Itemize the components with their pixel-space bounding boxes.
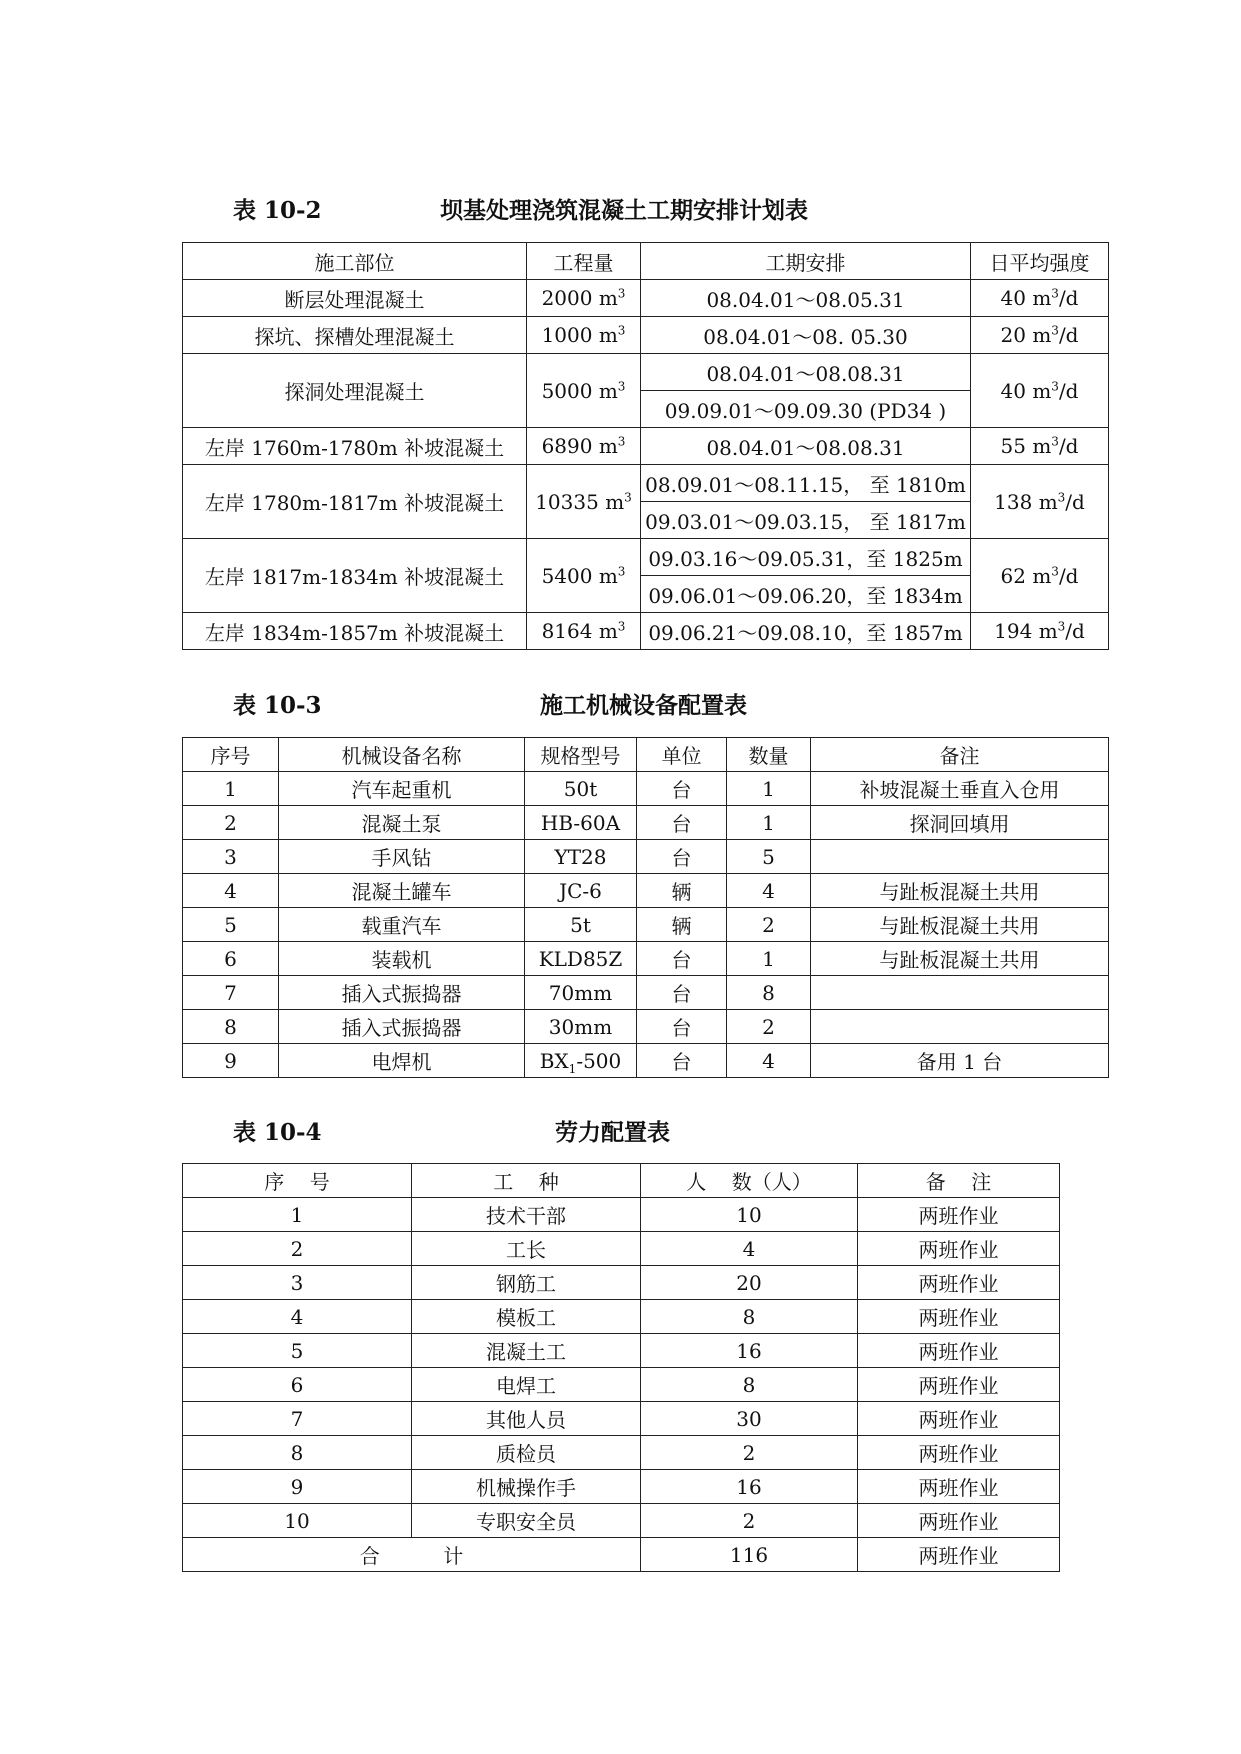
labor-total-note: 两班作业 bbox=[858, 1538, 1060, 1572]
equipment-row bbox=[183, 908, 1109, 942]
labor-row bbox=[183, 1300, 1060, 1334]
equipment-name: 插入式振捣器 bbox=[279, 1010, 525, 1044]
equipment-unit: 台 bbox=[637, 1044, 727, 1078]
schedule-rate-unit-sup: 3 bbox=[1051, 286, 1059, 301]
schedule-period: 09.06.01～09.06.20，至 1834m bbox=[641, 576, 971, 613]
labor-row bbox=[183, 1504, 1060, 1538]
labor-count: 4 bbox=[641, 1232, 858, 1266]
schedule-rate-unit: m bbox=[1032, 286, 1052, 310]
table-10-3-title: 施工机械设备配置表 bbox=[540, 692, 747, 719]
equipment-quantity: 4 bbox=[727, 874, 811, 908]
equipment-name: 电焊机 bbox=[279, 1044, 525, 1078]
schedule-period: 08.04.01～08. 05.30 bbox=[641, 317, 971, 354]
schedule-table bbox=[182, 242, 1109, 650]
labor-row bbox=[183, 1266, 1060, 1300]
schedule-rate bbox=[971, 280, 1109, 317]
labor-note: 两班作业 bbox=[858, 1470, 1060, 1504]
schedule-qty-unit-sup: 3 bbox=[617, 619, 626, 634]
equipment-unit: 台 bbox=[637, 772, 727, 806]
schedule-header-cell: 工程量 bbox=[527, 243, 641, 280]
schedule-qty-unit-sup: 3 bbox=[617, 434, 626, 449]
equipment-header-cell: 数量 bbox=[727, 738, 811, 772]
equipment-index: 6 bbox=[183, 942, 279, 976]
schedule-qty-unit: m bbox=[605, 489, 625, 514]
labor-note: 两班作业 bbox=[858, 1368, 1060, 1402]
equipment-model-sub: 1 bbox=[568, 1061, 577, 1076]
schedule-period: 08.04.01～08.08.31 bbox=[641, 354, 971, 391]
labor-note: 两班作业 bbox=[858, 1504, 1060, 1538]
schedule-qty-unit-sup: 3 bbox=[617, 323, 626, 338]
schedule-period: 09.03.01～09.03.15， 至 1817m bbox=[641, 502, 971, 539]
schedule-row bbox=[183, 539, 1109, 576]
schedule-rate-unit-sup: 3 bbox=[1051, 563, 1059, 578]
equipment-note: 补坡混凝土垂直入仓用 bbox=[811, 772, 1109, 806]
schedule-qty-unit: m bbox=[598, 323, 618, 347]
labor-row bbox=[183, 1470, 1060, 1504]
labor-index: 3 bbox=[183, 1266, 412, 1300]
equipment-name: 汽车起重机 bbox=[279, 772, 525, 806]
schedule-qty-unit-sup: 3 bbox=[624, 489, 632, 504]
schedule-rate-unit-sup: 3 bbox=[1051, 434, 1059, 449]
equipment-row bbox=[183, 806, 1109, 840]
equipment-note bbox=[811, 976, 1109, 1010]
labor-row bbox=[183, 1402, 1060, 1436]
labor-trade: 技术干部 bbox=[412, 1198, 641, 1232]
equipment-quantity: 4 bbox=[727, 1044, 811, 1078]
schedule-rate-unit-post: /d bbox=[1058, 563, 1079, 588]
schedule-qty bbox=[527, 465, 641, 539]
schedule-qty-unit: m bbox=[598, 563, 618, 588]
equipment-model: KLD85Z bbox=[525, 942, 637, 976]
labor-index: 5 bbox=[183, 1334, 412, 1368]
equipment-note: 与趾板混凝土共用 bbox=[811, 908, 1109, 942]
equipment-header-cell: 备注 bbox=[811, 738, 1109, 772]
schedule-rate-value: 55 bbox=[1000, 434, 1026, 458]
labor-count: 16 bbox=[641, 1470, 858, 1504]
schedule-rate bbox=[971, 539, 1109, 613]
schedule-qty-unit-sup: 3 bbox=[617, 378, 626, 393]
schedule-rate-unit-post: /d bbox=[1058, 323, 1079, 347]
schedule-row bbox=[183, 354, 1109, 391]
labor-total-label: 合 计 bbox=[183, 1538, 641, 1572]
labor-trade: 钢筋工 bbox=[412, 1266, 641, 1300]
labor-index: 6 bbox=[183, 1368, 412, 1402]
schedule-row bbox=[183, 613, 1109, 650]
schedule-rate-value: 62 bbox=[1000, 563, 1026, 588]
equipment-model: 50t bbox=[525, 772, 637, 806]
labor-row bbox=[183, 1198, 1060, 1232]
equipment-note: 备用 1 台 bbox=[811, 1044, 1109, 1078]
equipment-unit: 台 bbox=[637, 840, 727, 874]
labor-note: 两班作业 bbox=[858, 1198, 1060, 1232]
equipment-name: 载重汽车 bbox=[279, 908, 525, 942]
equipment-quantity: 2 bbox=[727, 1010, 811, 1044]
schedule-qty-value: 5000 bbox=[541, 378, 593, 403]
schedule-part: 左岸 1760m-1780m 补坡混凝土 bbox=[183, 428, 527, 465]
schedule-rate-unit: m bbox=[1032, 323, 1052, 347]
schedule-period: 08.04.01～08.05.31 bbox=[641, 280, 971, 317]
schedule-rate bbox=[971, 428, 1109, 465]
labor-trade: 电焊工 bbox=[412, 1368, 641, 1402]
labor-count: 10 bbox=[641, 1198, 858, 1232]
equipment-model-pre: BX bbox=[539, 1048, 569, 1073]
table-10-4-number: 表 10-4 bbox=[233, 1119, 322, 1146]
schedule-header-cell: 日平均强度 bbox=[971, 243, 1109, 280]
schedule-rate-unit-sup: 3 bbox=[1057, 619, 1066, 634]
schedule-qty-unit: m bbox=[598, 434, 618, 458]
equipment-row bbox=[183, 874, 1109, 908]
schedule-rate-unit-post: /d bbox=[1058, 434, 1079, 458]
equipment-quantity: 1 bbox=[727, 806, 811, 840]
equipment-model: 5t bbox=[525, 908, 637, 942]
equipment-index: 9 bbox=[183, 1044, 279, 1078]
labor-trade: 机械操作手 bbox=[412, 1470, 641, 1504]
labor-note: 两班作业 bbox=[858, 1266, 1060, 1300]
labor-count: 20 bbox=[641, 1266, 858, 1300]
schedule-header-row bbox=[183, 243, 1109, 280]
equipment-index: 2 bbox=[183, 806, 279, 840]
equipment-header-cell: 机械设备名称 bbox=[279, 738, 525, 772]
equipment-name: 装载机 bbox=[279, 942, 525, 976]
labor-count: 8 bbox=[641, 1300, 858, 1334]
labor-header-cell: 人 数（人） bbox=[641, 1164, 858, 1198]
labor-count: 2 bbox=[641, 1436, 858, 1470]
schedule-rate-value: 194 bbox=[994, 619, 1033, 643]
labor-total-row bbox=[183, 1538, 1060, 1572]
equipment-index: 7 bbox=[183, 976, 279, 1010]
equipment-index: 3 bbox=[183, 840, 279, 874]
equipment-index: 8 bbox=[183, 1010, 279, 1044]
equipment-unit: 台 bbox=[637, 1010, 727, 1044]
labor-index: 1 bbox=[183, 1198, 412, 1232]
equipment-quantity: 2 bbox=[727, 908, 811, 942]
table-10-2-number: 表 10-2 bbox=[233, 197, 322, 224]
schedule-rate-value: 20 bbox=[1000, 323, 1026, 347]
schedule-rate-unit: m bbox=[1032, 563, 1052, 588]
equipment-model: HB-60A bbox=[525, 806, 637, 840]
labor-count: 30 bbox=[641, 1402, 858, 1436]
schedule-row bbox=[183, 280, 1109, 317]
schedule-rate bbox=[971, 613, 1109, 650]
schedule-rate-value: 40 bbox=[1000, 286, 1026, 310]
schedule-rate bbox=[971, 465, 1109, 539]
schedule-qty-unit: m bbox=[598, 286, 618, 310]
labor-trade: 混凝土工 bbox=[412, 1334, 641, 1368]
schedule-qty bbox=[527, 428, 641, 465]
equipment-row bbox=[183, 772, 1109, 806]
labor-count: 16 bbox=[641, 1334, 858, 1368]
schedule-rate-unit: m bbox=[1032, 378, 1052, 403]
schedule-rate-unit: m bbox=[1038, 619, 1058, 643]
labor-index: 2 bbox=[183, 1232, 412, 1266]
schedule-rate-unit: m bbox=[1038, 489, 1058, 514]
schedule-header-cell: 工期安排 bbox=[641, 243, 971, 280]
schedule-rate-unit-post: /d bbox=[1058, 286, 1079, 310]
labor-index: 9 bbox=[183, 1470, 412, 1504]
equipment-header-cell: 单位 bbox=[637, 738, 727, 772]
schedule-rate-unit-post: /d bbox=[1065, 489, 1085, 514]
schedule-part: 断层处理混凝土 bbox=[183, 280, 527, 317]
schedule-period: 08.04.01～08.08.31 bbox=[641, 428, 971, 465]
labor-index: 8 bbox=[183, 1436, 412, 1470]
schedule-qty bbox=[527, 539, 641, 613]
schedule-qty-unit: m bbox=[598, 378, 618, 403]
labor-note: 两班作业 bbox=[858, 1402, 1060, 1436]
labor-header-cell: 工 种 bbox=[412, 1164, 641, 1198]
equipment-model: 70mm bbox=[525, 976, 637, 1010]
schedule-rate-unit-post: /d bbox=[1065, 619, 1085, 643]
equipment-header-row bbox=[183, 738, 1109, 772]
schedule-rate-unit: m bbox=[1032, 434, 1052, 458]
labor-note: 两班作业 bbox=[858, 1232, 1060, 1266]
labor-trade: 质检员 bbox=[412, 1436, 641, 1470]
equipment-name: 插入式振捣器 bbox=[279, 976, 525, 1010]
schedule-qty-value: 6890 bbox=[541, 434, 593, 458]
equipment-note bbox=[811, 840, 1109, 874]
schedule-rate-value: 138 bbox=[994, 489, 1033, 514]
equipment-header-cell: 序号 bbox=[183, 738, 279, 772]
labor-row bbox=[183, 1368, 1060, 1402]
labor-trade: 模板工 bbox=[412, 1300, 641, 1334]
schedule-rate-unit-sup: 3 bbox=[1051, 323, 1059, 338]
equipment-unit: 台 bbox=[637, 806, 727, 840]
equipment-row bbox=[183, 942, 1109, 976]
equipment-model: JC-6 bbox=[525, 874, 637, 908]
labor-header-cell: 序 号 bbox=[183, 1164, 412, 1198]
equipment-row bbox=[183, 1044, 1109, 1078]
schedule-rate-unit-sup: 3 bbox=[1057, 489, 1066, 504]
equipment-note: 与趾板混凝土共用 bbox=[811, 874, 1109, 908]
schedule-qty bbox=[527, 613, 641, 650]
labor-trade: 专职安全员 bbox=[412, 1504, 641, 1538]
schedule-qty-value: 1000 bbox=[541, 323, 593, 347]
equipment-row bbox=[183, 976, 1109, 1010]
equipment-model: YT28 bbox=[525, 840, 637, 874]
schedule-rate-value: 40 bbox=[1000, 378, 1026, 403]
equipment-quantity: 1 bbox=[727, 942, 811, 976]
equipment-note bbox=[811, 1010, 1109, 1044]
schedule-row bbox=[183, 428, 1109, 465]
labor-count: 2 bbox=[641, 1504, 858, 1538]
labor-trade: 工长 bbox=[412, 1232, 641, 1266]
schedule-part: 左岸 1780m-1817m 补坡混凝土 bbox=[183, 465, 527, 539]
schedule-period: 08.09.01～08.11.15， 至 1810m bbox=[641, 465, 971, 502]
equipment-quantity: 1 bbox=[727, 772, 811, 806]
table-10-3-number: 表 10-3 bbox=[233, 692, 322, 719]
equipment-header-cell: 规格型号 bbox=[525, 738, 637, 772]
table-10-4-title: 劳力配置表 bbox=[555, 1119, 670, 1146]
labor-index: 10 bbox=[183, 1504, 412, 1538]
schedule-qty-unit: m bbox=[598, 619, 618, 643]
equipment-note: 探洞回填用 bbox=[811, 806, 1109, 840]
schedule-qty-unit-sup: 3 bbox=[617, 286, 626, 301]
labor-row bbox=[183, 1334, 1060, 1368]
equipment-index: 5 bbox=[183, 908, 279, 942]
schedule-qty-value: 10335 bbox=[535, 489, 599, 514]
equipment-index: 4 bbox=[183, 874, 279, 908]
schedule-qty-value: 2000 bbox=[541, 286, 593, 310]
equipment-name: 混凝土罐车 bbox=[279, 874, 525, 908]
schedule-period: 09.03.16～09.05.31，至 1825m bbox=[641, 539, 971, 576]
equipment-unit: 台 bbox=[637, 976, 727, 1010]
labor-count: 8 bbox=[641, 1368, 858, 1402]
schedule-rate bbox=[971, 354, 1109, 428]
schedule-qty-unit-sup: 3 bbox=[617, 563, 626, 578]
equipment-index: 1 bbox=[183, 772, 279, 806]
labor-index: 4 bbox=[183, 1300, 412, 1334]
schedule-rate bbox=[971, 317, 1109, 354]
schedule-row bbox=[183, 465, 1109, 502]
schedule-rate-unit-sup: 3 bbox=[1051, 378, 1059, 393]
labor-header-row bbox=[183, 1164, 1060, 1198]
equipment-unit: 辆 bbox=[637, 908, 727, 942]
equipment-quantity: 8 bbox=[727, 976, 811, 1010]
labor-header-cell: 备 注 bbox=[858, 1164, 1060, 1198]
equipment-name: 手风钻 bbox=[279, 840, 525, 874]
equipment-row bbox=[183, 1010, 1109, 1044]
table-10-2-title: 坝基处理浇筑混凝土工期安排计划表 bbox=[440, 197, 808, 224]
labor-index: 7 bbox=[183, 1402, 412, 1436]
schedule-qty bbox=[527, 317, 641, 354]
schedule-period: 09.09.01～09.09.30 (PD34 ) bbox=[641, 391, 971, 428]
labor-table bbox=[182, 1163, 1060, 1572]
schedule-header-cell: 施工部位 bbox=[183, 243, 527, 280]
schedule-qty-value: 5400 bbox=[541, 563, 593, 588]
equipment-model-post: -500 bbox=[576, 1048, 622, 1073]
equipment-model: 30mm bbox=[525, 1010, 637, 1044]
schedule-part: 左岸 1834m-1857m 补坡混凝土 bbox=[183, 613, 527, 650]
labor-trade: 其他人员 bbox=[412, 1402, 641, 1436]
labor-total-count: 116 bbox=[641, 1538, 858, 1572]
equipment-unit: 辆 bbox=[637, 874, 727, 908]
equipment-note: 与趾板混凝土共用 bbox=[811, 942, 1109, 976]
schedule-part: 左岸 1817m-1834m 补坡混凝土 bbox=[183, 539, 527, 613]
labor-note: 两班作业 bbox=[858, 1334, 1060, 1368]
schedule-part: 探坑、探槽处理混凝土 bbox=[183, 317, 527, 354]
equipment-quantity: 5 bbox=[727, 840, 811, 874]
equipment-row bbox=[183, 840, 1109, 874]
equipment-model bbox=[525, 1044, 637, 1078]
schedule-rate-unit-post: /d bbox=[1058, 378, 1079, 403]
schedule-qty-value: 8164 bbox=[541, 619, 593, 643]
equipment-table bbox=[182, 737, 1109, 1078]
equipment-name: 混凝土泵 bbox=[279, 806, 525, 840]
equipment-unit: 台 bbox=[637, 942, 727, 976]
labor-row bbox=[183, 1232, 1060, 1266]
labor-note: 两班作业 bbox=[858, 1436, 1060, 1470]
schedule-qty bbox=[527, 280, 641, 317]
schedule-part: 探洞处理混凝土 bbox=[183, 354, 527, 428]
schedule-qty bbox=[527, 354, 641, 428]
labor-note: 两班作业 bbox=[858, 1300, 1060, 1334]
schedule-period: 09.06.21～09.08.10，至 1857m bbox=[641, 613, 971, 650]
labor-row bbox=[183, 1436, 1060, 1470]
schedule-row bbox=[183, 317, 1109, 354]
